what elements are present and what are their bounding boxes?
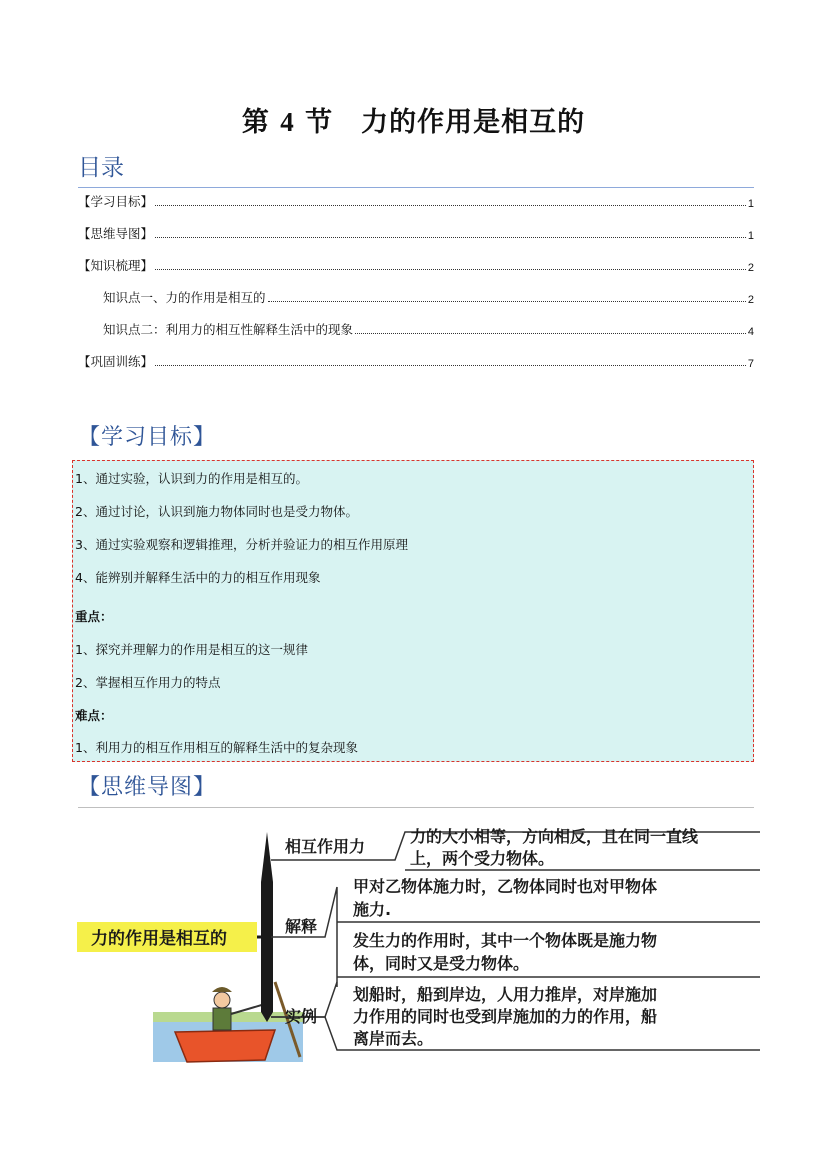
branch-3-text: 力作用的同时也受到岸施加的力的作用，船 bbox=[353, 1007, 658, 1026]
toc-item-knowledge[interactable]: 【知识梳理】 2 bbox=[78, 258, 754, 274]
mindmap-diagram bbox=[75, 822, 765, 1072]
branch-3-text: 离岸而去。 bbox=[353, 1029, 434, 1048]
mindmap-heading: 【思维导图】 bbox=[78, 775, 217, 800]
key-point-item: 2、掌握相互作用力的特点 bbox=[75, 675, 221, 690]
goal-item: 3、通过实验观察和逻辑推理，分析并验证力的相互作用原理 bbox=[75, 537, 408, 552]
toc-divider bbox=[78, 187, 754, 188]
branch-2b-text: 体，同时又是受力物体。 bbox=[353, 954, 530, 973]
page-title: 第 4 节 力的作用是相互的 bbox=[241, 107, 586, 138]
root-node: 力的作用是相互的 bbox=[91, 929, 227, 949]
key-point-item: 1、探究并理解力的作用是相互的这一规律 bbox=[75, 642, 308, 657]
toc-item-goals[interactable]: 【学习目标】 1 bbox=[78, 194, 754, 210]
branch-3-label: 实例 bbox=[285, 1007, 318, 1026]
mindmap-divider bbox=[78, 807, 754, 808]
branch-1-label: 相互作用力 bbox=[285, 837, 366, 856]
toc-item-point-1[interactable]: 知识点一、力的作用是相互的 2 bbox=[103, 290, 754, 306]
branch-1-text: 上，两个受力物体。 bbox=[410, 849, 555, 868]
branch-3-text: 划船时，船到岸边，人用力推岸，对岸施加 bbox=[353, 985, 658, 1004]
branch-1-text: 力的大小相等，方向相反，且在同一直线 bbox=[410, 827, 699, 846]
toc-item-practice[interactable]: 【巩固训练】 7 bbox=[78, 354, 754, 370]
rower-body bbox=[213, 1008, 231, 1030]
difficult-point-item: 1、利用力的相互作用相互的解释生活中的复杂现象 bbox=[75, 740, 358, 755]
goal-item: 1、通过实验，认识到力的作用是相互的。 bbox=[75, 471, 308, 486]
goals-heading: 【学习目标】 bbox=[78, 425, 217, 450]
branch-2b-text: 发生力的作用时，其中一个物体既是施力物 bbox=[353, 931, 658, 950]
goal-item: 2、通过讨论，认识到施力物体同时也是受力物体。 bbox=[75, 504, 358, 519]
branch-2-label: 解释 bbox=[285, 917, 318, 936]
branch-2a-text: 施力. bbox=[353, 900, 392, 919]
key-points-heading: 重点： bbox=[75, 609, 113, 624]
difficult-points-heading: 难点： bbox=[75, 708, 113, 723]
toc-item-mindmap[interactable]: 【思维导图】 1 bbox=[78, 226, 754, 242]
goal-item: 4、能辨别并解释生活中的力的相互作用现象 bbox=[75, 570, 321, 585]
toc-heading: 目录 bbox=[78, 155, 124, 181]
branch-2-line bbox=[271, 887, 337, 987]
boat-shape bbox=[175, 1030, 275, 1062]
branch-2a-text: 甲对乙物体施力时，乙物体同时也对甲物体 bbox=[353, 877, 658, 896]
toc-item-point-2[interactable]: 知识点二：利用力的相互性解释生活中的现象 4 bbox=[103, 322, 754, 338]
rowing-boat-illustration bbox=[153, 982, 303, 1062]
rower-head bbox=[214, 992, 230, 1008]
rower-hat bbox=[212, 987, 232, 992]
